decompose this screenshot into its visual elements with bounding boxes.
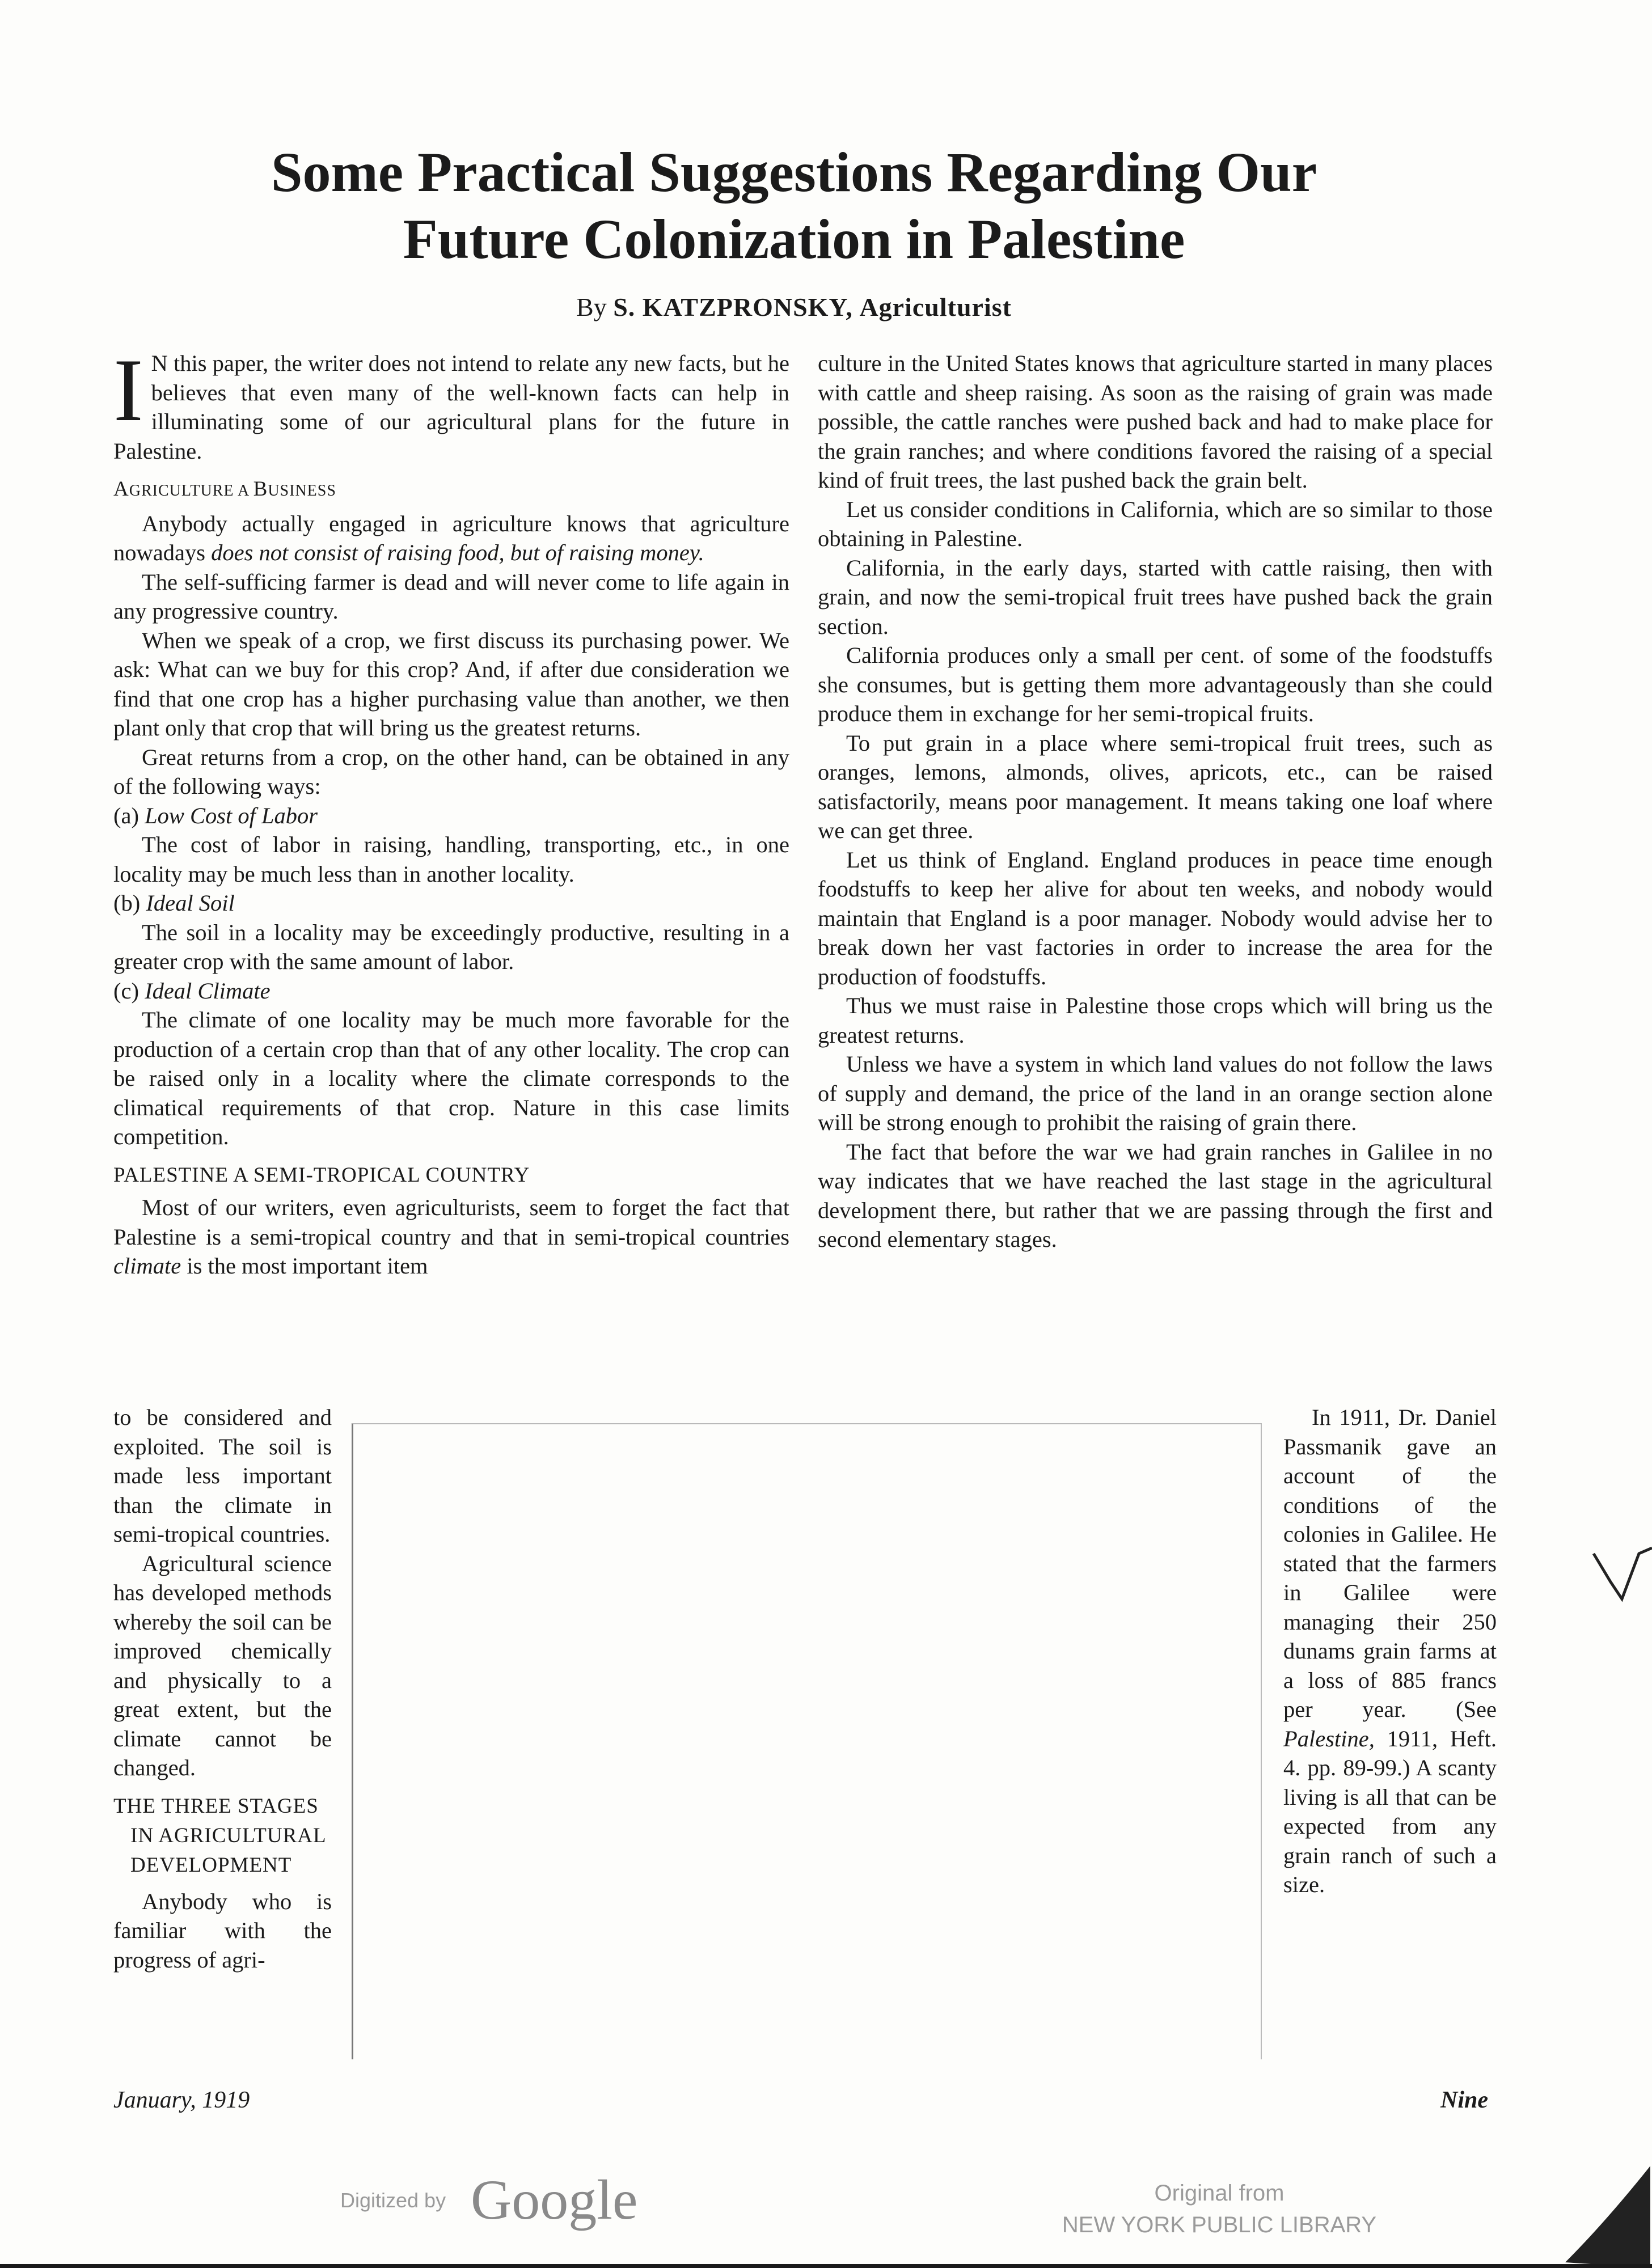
heading-three-stages bbox=[113, 1792, 332, 1880]
right-column bbox=[818, 349, 1493, 1254]
author-name: S. KATZPRONSKY, bbox=[613, 293, 853, 321]
text: is the most important item bbox=[181, 1253, 428, 1279]
narrow-left-column bbox=[113, 1403, 332, 1974]
paragraph: California, in the early days, started with cattle raising, then with grain, and now the semi-tropical fruit trees have pushed back the grain section. bbox=[818, 555, 1493, 639]
subheading-title: Ideal Climate bbox=[145, 978, 271, 1004]
heading-line: IN AGRICULTURAL bbox=[130, 1823, 327, 1847]
paragraph: Unless we have a system in which land values do not follow the laws of supply and demand, the price of the land in an orange section alone will be strong enough to prohibit the raising of grain there. bbox=[818, 1051, 1493, 1135]
drop-cap: I bbox=[113, 341, 143, 440]
article-title bbox=[170, 139, 1418, 273]
paragraph: culture in the United States knows that agriculture started in many places with cattle and sheep raising. As soon as the raising of grain was made possible, the cattle ranches were pushed back and had to make place for the grain ranches; and where conditions favored the raising of a special kind of fruit trees, the last pushed back the grain belt. bbox=[818, 350, 1493, 493]
paragraph: The self-sufficing farmer is dead and will never come to life again in any progressive country. bbox=[113, 569, 789, 624]
paragraph: When we speak of a crop, we first discuss its purchasing power. We ask: What can we buy for this crop? And, if after due consideration we find that one crop has a higher purchasing value than another, we then plant only that crop that will bring us the greatest returns. bbox=[113, 627, 789, 741]
subheading-label: (c) bbox=[113, 978, 139, 1004]
text: Most of our writers, even agriculturists, seem to forget the fact that Palestine is a semi-tropical country and that in semi-tropical countries bbox=[113, 1195, 789, 1250]
subheading-c bbox=[113, 976, 789, 1006]
paragraph: Great returns from a crop, on the other hand, can be obtained in any of the following ways: bbox=[113, 744, 789, 799]
paragraph: Agricultural science has developed methods whereby the soil can be improved chemically and physically to a great extent, but the climate cannot be changed. bbox=[113, 1550, 332, 1780]
subheading-a bbox=[113, 801, 789, 831]
subheading-label: (a) bbox=[113, 802, 139, 828]
byline-prefix: By bbox=[576, 293, 607, 321]
library-name: NEW YORK PUBLIC LIBRARY bbox=[1062, 2212, 1377, 2237]
heading-agriculture-a-business bbox=[113, 475, 789, 506]
paragraph: California produces only a small per cent. of some of the foodstuffs she consumes, but is getting them more advantageously than she could produce them in exchange for her semi-tropical fruits. bbox=[818, 642, 1493, 726]
google-logo: Google bbox=[471, 2168, 638, 2231]
paragraph: Let us think of England. England produces in peace time enough foodstuffs to keep her alive for about ten weeks, and nobody would maintain that England is a poor manager. Nobody would advise her to break down her vast factories in order to increase the area for the production of foodstuffs. bbox=[818, 847, 1493, 989]
issue-date: January, 1919 bbox=[113, 2087, 250, 2113]
intro-text: N this paper, the writer does not intend to relate any new facts, but he believes that even many of the well-known facts can help in illuminating some of our agricultural plans for the future in Palestine. bbox=[113, 350, 789, 464]
scan-corner-artifact bbox=[1588, 1531, 1652, 1610]
subheading-label: (b) bbox=[113, 890, 141, 916]
left-column bbox=[113, 341, 789, 1281]
paragraph bbox=[113, 509, 789, 568]
paragraph: The fact that before the war we had grain ranches in Galilee in no way indicates that we have reached the last stage in the agricultural development there, but rather that we are passing through the first and second elementary stages. bbox=[818, 1139, 1493, 1252]
heading-palestine-semi-tropical: PALESTINE A SEMI-TROPICAL COUNTRY bbox=[113, 1163, 530, 1187]
paragraph: The climate of one locality may be much more favorable for the production of a certain crop than that of any other locality. The crop can be raised only in a locality where the climate corresponds to the climatical requirements of that crop. Nature in this case limits competition. bbox=[113, 1007, 789, 1149]
text: In 1911, Dr. Daniel Passmanik gave an account of the conditions of the colonies in Galilee. He stated that the farmers in Galilee were managing their 250 dunams grain farms at a loss of 885 francs per year. (See bbox=[1283, 1404, 1497, 1722]
title-line-2: Future Colonization in Palestine bbox=[403, 208, 1185, 270]
emphasis: climate bbox=[113, 1253, 181, 1279]
blank-illustration-area bbox=[352, 1423, 1262, 2059]
digitized-by-label: Digitized by bbox=[340, 2189, 446, 2212]
scan-bottom-edge bbox=[0, 2254, 1652, 2268]
heading-smallcaps-b: USINESS bbox=[268, 482, 336, 500]
heading-initial-b: B bbox=[253, 477, 268, 501]
paragraph bbox=[1283, 1403, 1497, 1899]
paragraph: to be considered and exploited. The soil is made less important than the climate in semi-tropical countries. bbox=[113, 1404, 332, 1547]
title-line-1: Some Practical Suggestions Regarding Our bbox=[271, 141, 1317, 204]
heading-line: DEVELOPMENT bbox=[130, 1853, 292, 1877]
paragraph: To put grain in a place where semi-tropical fruit trees, such as oranges, lemons, almonds, olives, apricots, etc., can be raised satisfactorily, means poor management. It means taking one loaf where we can get three. bbox=[818, 730, 1493, 843]
text: 1911, Heft. 4. pp. 89-99.) A scanty living is all that can be expected from any grain ranch of such a size. bbox=[1283, 1725, 1497, 1897]
paragraph: The cost of labor in raising, handling, transporting, etc., in one locality may be much less than in another locality. bbox=[113, 832, 789, 887]
byline bbox=[170, 292, 1418, 322]
emphasis: Palestine, bbox=[1283, 1725, 1375, 1751]
paragraph: The soil in a locality may be exceedingly productive, resulting in a greater crop with the same amount of labor. bbox=[113, 919, 789, 974]
author-role: Agriculturist bbox=[859, 293, 1012, 321]
paragraph: Anybody who is familiar with the progress of agri- bbox=[113, 1888, 332, 1973]
subheading-b bbox=[113, 888, 789, 918]
subheading-title: Ideal Soil bbox=[146, 890, 235, 916]
intro-paragraph bbox=[113, 341, 789, 466]
emphasis: does not consist of raising food, but of raising money. bbox=[211, 540, 704, 565]
page-number: Nine bbox=[1440, 2087, 1488, 2113]
scan-edge-artifact bbox=[1560, 1996, 1652, 2268]
library-credit bbox=[992, 2177, 1446, 2241]
text: Anybody actually engaged in agriculture knows that agriculture nowadays bbox=[113, 510, 789, 565]
paragraph: Thus we must raise in Palestine those crops which will bring us the greatest returns. bbox=[818, 993, 1493, 1048]
heading-line: THE THREE STAGES bbox=[113, 1794, 319, 1818]
paragraph bbox=[113, 1193, 789, 1281]
subheading-title: Low Cost of Labor bbox=[145, 802, 318, 828]
paragraph: Let us consider conditions in California, which are so similar to those obtaining in Palestine. bbox=[818, 496, 1493, 551]
original-from-label: Original from bbox=[1154, 2181, 1285, 2206]
side-column bbox=[1283, 1403, 1497, 1899]
heading-smallcaps: GRICULTURE A bbox=[129, 482, 253, 500]
heading-initial: A bbox=[113, 477, 129, 501]
